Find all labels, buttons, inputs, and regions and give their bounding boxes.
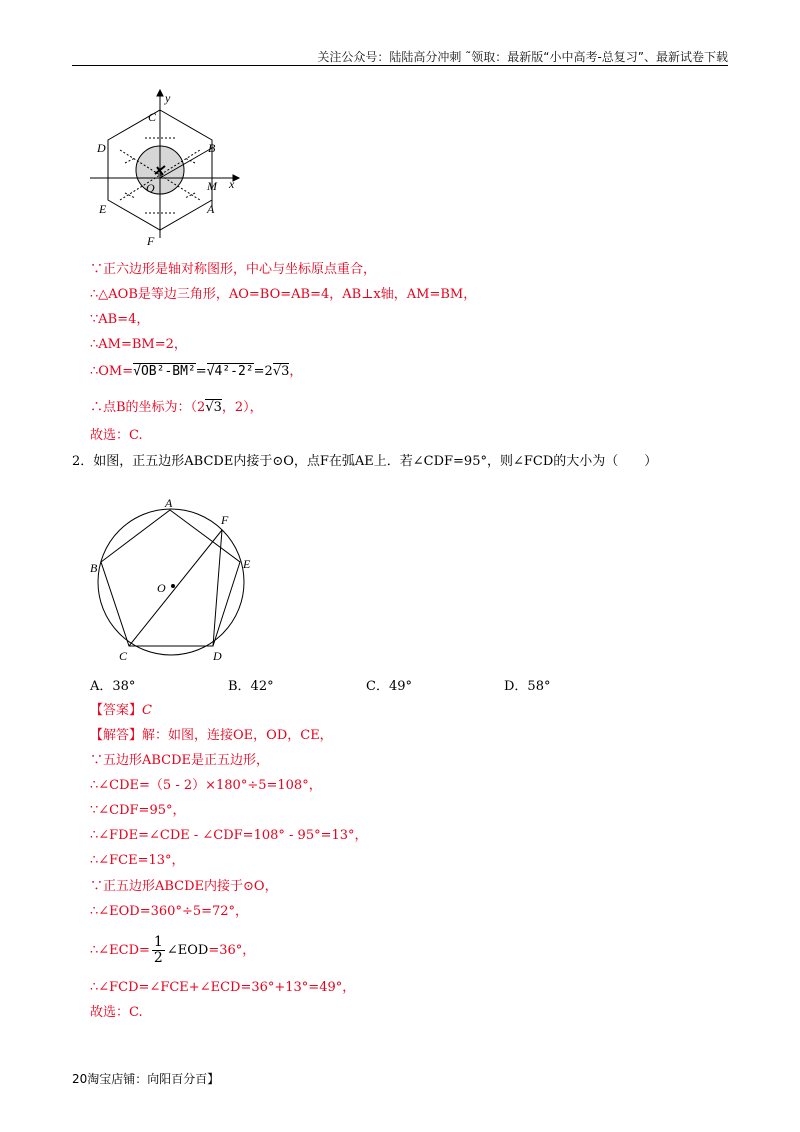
label-o2: O [157, 581, 166, 595]
sol2-line10: ∴∠FCD=∠FCE+∠ECD=36°+13°=49°， [90, 980, 356, 995]
sqrt-ob-bm-text: OB²-BM² [140, 364, 196, 379]
sqrt-ob-bm: √OB²-BM² [133, 364, 196, 379]
sol2-line3: ∴∠CDE=（5 - 2）×180°÷5=108°， [90, 778, 322, 793]
hexagon-figure [85, 88, 245, 250]
sqrt-4-2: √4²-2² [206, 364, 254, 379]
fraction-denominator: 2 [153, 950, 163, 966]
label-b2: B [90, 561, 98, 575]
fraction-numerator: 1 [153, 934, 163, 950]
sol2-line11: 故选：C. [90, 1005, 143, 1020]
sol2-line4: ∵∠CDF=95°， [90, 803, 186, 818]
sol1-line2: ∴△AOB是等边三角形，AO=BO=AB=4，AB⊥x轴，AM=BM， [90, 287, 477, 302]
sqrt-3: √3 [272, 364, 290, 379]
label-e: E [99, 202, 107, 216]
label-c: C [148, 110, 157, 124]
pentagon-figure [85, 498, 255, 670]
fraction-half [152, 935, 165, 966]
label-x: x [229, 177, 235, 191]
sol2-line9 [90, 935, 255, 966]
sol2-line6: ∴∠FCE=13°， [90, 853, 185, 868]
option-d: D．58° [504, 679, 551, 694]
label-o: O [146, 181, 155, 195]
y-axis-arrow [157, 90, 163, 96]
sol1-comma: ， [289, 364, 303, 379]
analysis-text: 解：如图，连接OE，OD，CE， [142, 728, 333, 743]
option-a: A．38° [90, 679, 136, 694]
pentagon-abcde [101, 510, 240, 646]
sqrt-3-b-text: 3 [213, 400, 222, 415]
question-2: 2．如图，正五边形ABCDE内接于⊙O，点F在弧AE上．若∠CDF=95°，则∠FCD的大小为（ ） [72, 454, 658, 469]
label-c2: C [119, 649, 128, 663]
eq-result: =2 [253, 364, 273, 379]
sqrt-4-2-text: 4²-2² [214, 364, 254, 379]
answer-line [90, 703, 152, 719]
label-f: F [147, 234, 155, 248]
ecd-result: =36°， [208, 943, 256, 958]
sol1-line1: ∵正六边形是轴对称图形，中心与坐标原点重合， [90, 262, 377, 277]
sqrt-3-text: 3 [281, 364, 290, 379]
angle-eod: ∠EOD [166, 943, 209, 958]
sol2-line8: ∴∠EOD=360°÷5=72°， [90, 904, 249, 919]
sol1-line5 [90, 364, 302, 380]
label-f2: F [221, 513, 229, 527]
analysis-tag: 【解答】 [90, 728, 143, 743]
label-m: M [207, 179, 217, 193]
sol1-line3: ∵AB=4， [90, 312, 150, 327]
label-a: A [207, 202, 215, 216]
sol2-line5: ∴∠FDE=∠CDE - ∠CDF=108° - 95°=13°， [90, 828, 368, 843]
answer-value: C [142, 703, 152, 718]
sqrt-3-b: √3 [205, 400, 222, 415]
sol1-line6 [90, 400, 263, 416]
point-b-label: ∴点B的坐标为：（2 [90, 400, 206, 415]
analysis-line [90, 728, 333, 744]
sol1-line4: ∴AM=BM=2， [90, 337, 187, 352]
sol2-line7: ∵正五边形ABCDE内接于⊙O， [90, 879, 278, 894]
option-c: C．49° [366, 679, 412, 694]
sol1-om-label: ∴OM= [90, 364, 134, 379]
label-e2: E [243, 557, 251, 571]
segment-df [213, 530, 222, 646]
answer-tag: 【答案】 [90, 703, 143, 718]
ecd-label: ∴∠ECD= [90, 943, 150, 958]
label-b: B [208, 141, 216, 155]
option-b: B．42° [228, 679, 274, 694]
header-rule [72, 65, 728, 66]
point-b-rest: ，2）， [221, 400, 263, 415]
page-header: 关注公众号：陆陆高分冲刺 ˜领取：最新版“小中高考-总复习”、最新试卷下载 [317, 50, 728, 64]
label-d2: D [213, 649, 222, 663]
label-a2: A [165, 498, 173, 510]
label-y: y [165, 91, 171, 105]
eq-sign-1: = [195, 364, 207, 379]
segment-cf [129, 530, 222, 646]
sol2-line2: ∵五边形ABCDE是正五边形， [90, 753, 270, 768]
page-footer: 20淘宝店铺：向阳百分百】 [72, 1072, 220, 1086]
center-point [172, 585, 175, 588]
sol1-line7: 故选：C. [90, 428, 143, 443]
label-d: D [97, 141, 106, 155]
